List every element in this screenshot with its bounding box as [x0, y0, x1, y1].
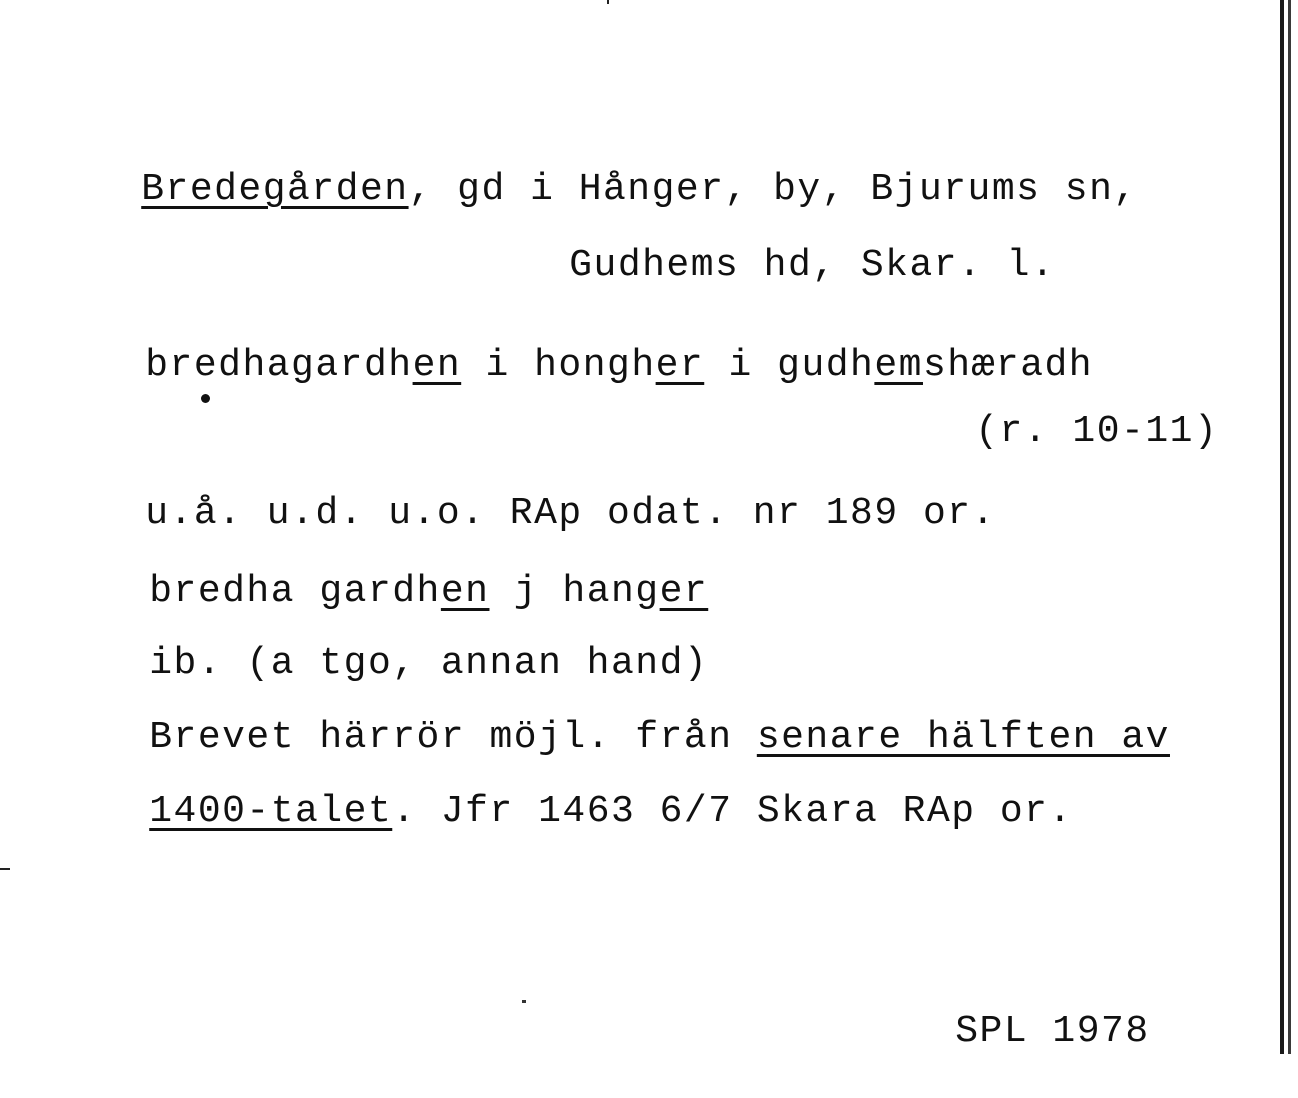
form1-ref: (r. 10-11) [975, 410, 1219, 453]
note1-underlined: senare hälften av [756, 716, 1170, 759]
note2-plain: . Jfr 1463 6/7 Skara RAp or. [392, 790, 1073, 833]
form1-dotted-letter: e [193, 344, 219, 387]
signature: SPL 1978 [955, 1010, 1150, 1053]
place-name: Bredegården [141, 168, 409, 211]
heading-rest: , gd i Hånger, by, Bjurums sn, [408, 168, 1138, 211]
scan-speck [522, 1000, 526, 1003]
form1-text-i: shæradh [922, 344, 1094, 387]
form2-abbrev-1: en [440, 570, 490, 613]
note1-plain: Brevet härrör möjl. från [149, 716, 757, 759]
form1-text-g: i gudh [704, 344, 875, 387]
card-edge-shadow [1288, 0, 1291, 1054]
form1-abbrev-3: em [874, 344, 923, 387]
form2-text-a: bredha gardh [149, 570, 441, 613]
note-line-2 [52, 746, 1073, 878]
form2-text-c: j hang [489, 570, 660, 613]
form1-abbrev-2: er [655, 344, 705, 387]
source2-text: ib. (a tgo, annan hand) [149, 642, 709, 685]
signature-line [858, 966, 1150, 1098]
location-text: Gudhems hd, Skar. l. [569, 244, 1056, 287]
form1-text-e: i hongh [461, 344, 656, 387]
form1-abbrev-1: en [412, 344, 462, 387]
form1-text-c: dhagardh [218, 344, 413, 387]
card-edge-line [1280, 0, 1284, 1054]
form2-abbrev-2: er [659, 570, 709, 613]
scan-mark-left [0, 868, 10, 870]
source1-text: u.å. u.d. u.o. RAp odat. nr 189 or. [145, 492, 996, 535]
note2-underlined: 1400-talet [149, 790, 393, 833]
scan-mark-top [607, 0, 609, 4]
form1-text-a: br [145, 344, 194, 387]
